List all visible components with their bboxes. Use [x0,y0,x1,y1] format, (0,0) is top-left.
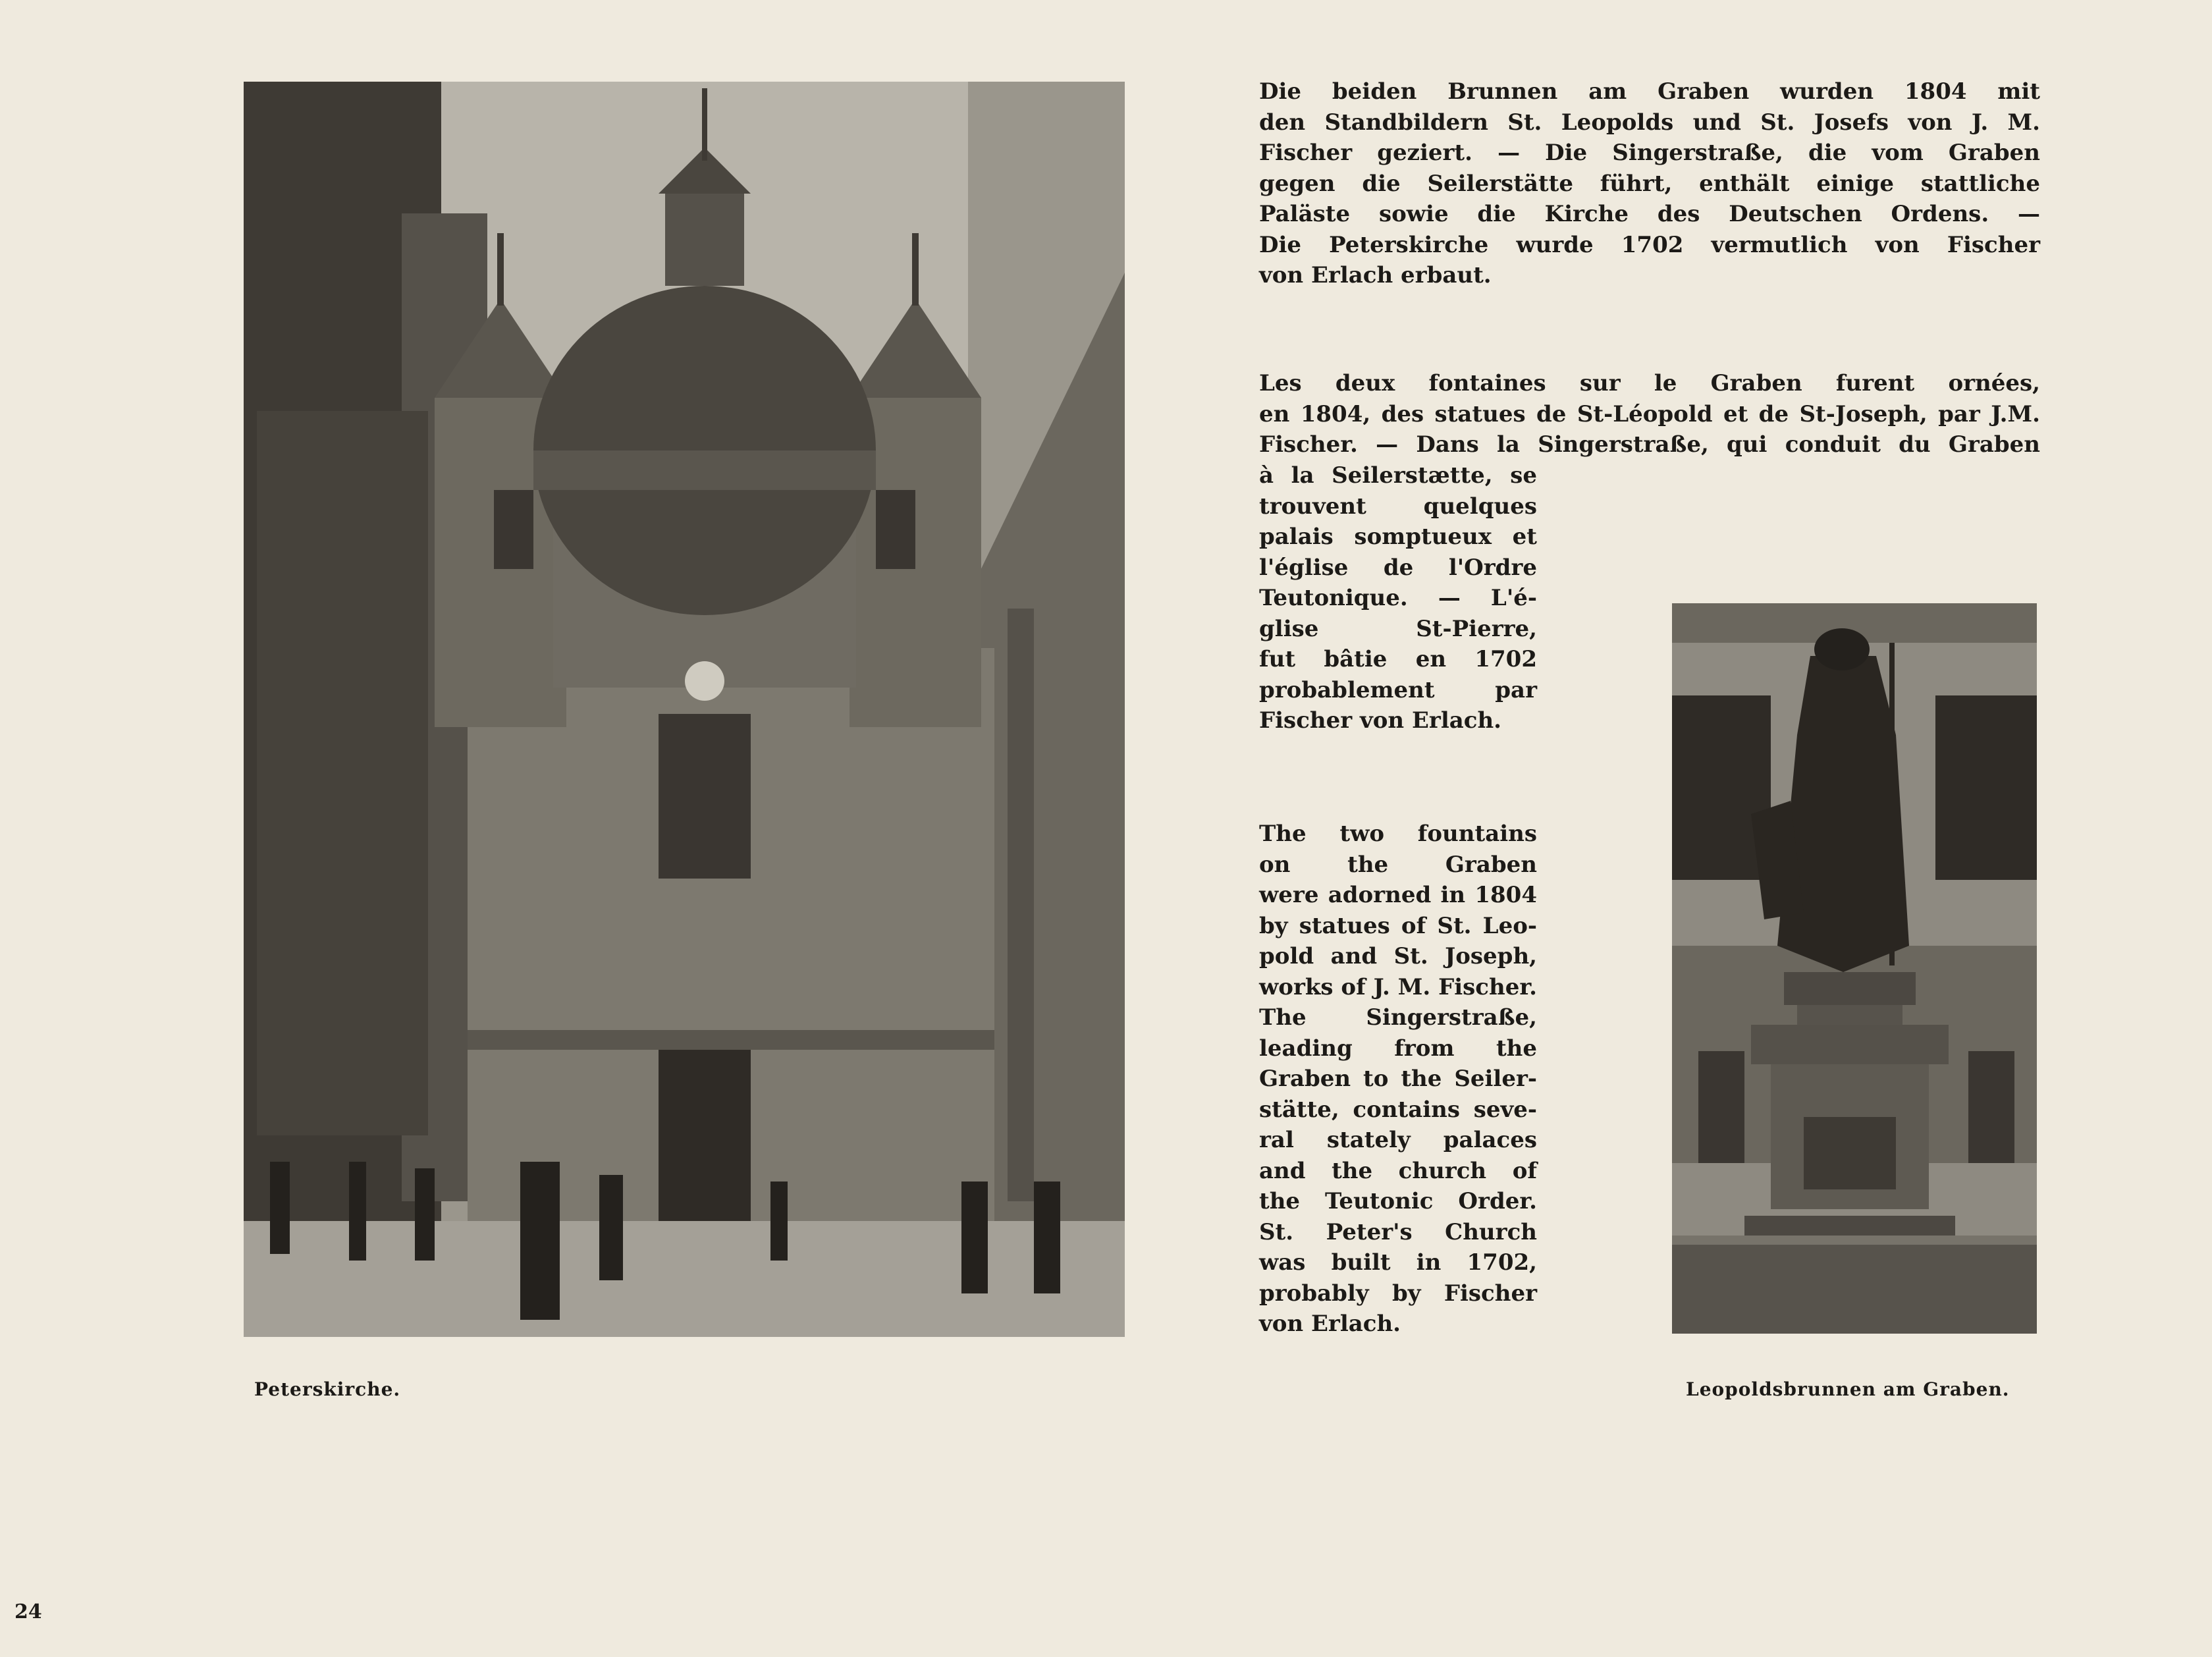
english-paragraph [1259,819,1537,1340]
text-line: by statues of St. Leo- [1259,912,1537,939]
page-number: 24 [14,1600,42,1623]
text-line: works of J. M. Fischer. [1259,973,1537,1000]
text-line: palais somptueux et [1259,524,1537,550]
peterskirche-caption: Peterskirche. [254,1378,401,1400]
text-line: The Singerstraße, [1259,1004,1537,1031]
text-line: probably by Fischer [1259,1280,1537,1307]
text-line: Fischer geziert. — Die Singerstraße, die vom Graben [1259,140,2040,166]
leopoldsbrunnen-photo [1672,603,2037,1334]
text-line: Teutonique. — L'é- [1259,585,1537,611]
text-line: von Erlach erbaut. [1259,262,1492,288]
text-line: the Teutonic Order. [1259,1188,1537,1214]
text-line: glise St-Pierre, [1259,615,1537,642]
text-line: l'église de l'Ordre [1259,554,1537,581]
text-line: den Standbildern St. Leopolds und St. Josefs von J. M. [1259,109,2040,136]
text-line: Die beiden Brunnen am Graben wurden 1804 mit [1259,78,2040,105]
text-line: were adorned in 1804 [1259,882,1537,908]
peterskirche-illustration [244,82,1125,1337]
text-line: Fischer. — Dans la Singerstraße, qui conduit du Graben [1259,431,2040,458]
text-line: The two fountains [1259,821,1537,847]
text-line: Paläste sowie die Kirche des Deutschen Ordens. — [1259,201,2040,227]
leopoldsbrunnen-illustration [1672,603,2037,1334]
text-line: en 1804, des statues de St-Léopold et de St-Joseph, par J.M. [1259,400,2040,427]
text-line: von Erlach. [1259,1311,1401,1337]
text-line: ral stately palaces [1259,1127,1537,1153]
text-line: was built in 1702, [1259,1249,1537,1276]
text-line: Fischer von Erlach. [1259,707,1502,734]
text-line: leading from the [1259,1035,1537,1062]
text-line: St. Peter's Church [1259,1218,1537,1245]
text-line: stätte, contains seve- [1259,1096,1537,1123]
text-line: probablement par [1259,676,1537,703]
text-line: pold and St. Joseph, [1259,943,1537,969]
text-line: gegen die Seilerstätte führt, enthält einige stattliche [1259,170,2040,197]
german-paragraph [1259,76,2040,291]
text-line: Die Peterskirche wurde 1702 vermutlich von Fischer [1259,231,2040,258]
french-paragraph-narrow [1259,460,1537,736]
text-line: à la Seilerstætte, se [1259,462,1537,489]
french-paragraph-full-width [1259,368,2040,460]
leopoldsbrunnen-caption: Leopoldsbrunnen am Graben. [1686,1378,2010,1400]
text-line: on the Graben [1259,851,1537,878]
text-line: Graben to the Seiler- [1259,1066,1537,1092]
text-line: fut bâtie en 1702 [1259,646,1537,672]
text-line: and the church of [1259,1157,1537,1184]
text-line: Les deux fontaines sur le Graben furent ornées, [1259,370,2040,396]
peterskirche-photo [244,82,1125,1337]
text-line: trouvent quelques [1259,493,1537,520]
